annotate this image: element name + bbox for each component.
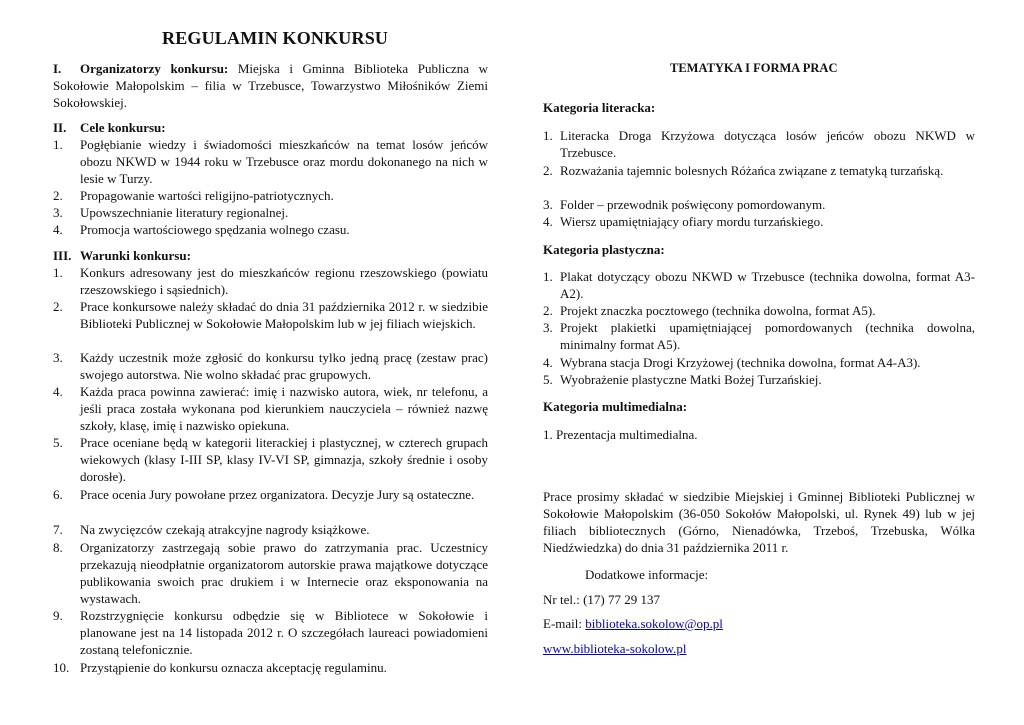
- item-number: 8.: [53, 540, 63, 555]
- item-number: 1.: [543, 128, 553, 143]
- item-number: 3.: [543, 197, 553, 212]
- item-text: Rozważania tajemnic bolesnych Różańca związane z tematyką turzańską.: [560, 163, 944, 178]
- item-text: Wybrana stacja Drogi Krzyżowej (technika dowolna, format A4-A3).: [560, 355, 921, 370]
- category-visual-heading: Kategoria plastyczna:: [543, 242, 665, 257]
- list-item: [53, 521, 488, 538]
- extra-info-label: Dodatkowe informacje:: [585, 567, 709, 582]
- list-item: [543, 213, 975, 230]
- item-text: Projekt plakietki upamiętniającej pomordowanych (technika dowolna, minimalny format A5).: [560, 320, 975, 352]
- item-number: 4.: [543, 355, 553, 370]
- item-number: 2.: [543, 303, 553, 318]
- list-item: [543, 319, 975, 353]
- item-number: 1.: [53, 137, 63, 152]
- item-text: Wiersz upamiętniający ofiary mordu turzańskiego.: [560, 214, 824, 229]
- item-text: Prace ocenia Jury powołane przez organizatora. Decyzje Jury są ostateczne.: [80, 487, 475, 502]
- list-item: [53, 539, 488, 607]
- item-text: Propagowanie wartości religijno-patriotycznych.: [80, 188, 334, 203]
- website-link[interactable]: www.biblioteka-sokolow.pl: [543, 641, 687, 656]
- section-organizers: [53, 60, 488, 111]
- item-text: Konkurs adresowany jest do mieszkańców regionu rzeszowskiego (powiatu rzeszowskiego i sąsiednich).: [80, 265, 488, 297]
- section-conditions-heading: [53, 247, 488, 264]
- list-item: [53, 264, 488, 298]
- item-text: Upowszechnianie literatury regionalnej.: [80, 205, 289, 220]
- section-goals-heading: [53, 119, 488, 136]
- list-item: [543, 354, 975, 371]
- item-text: Na zwycięzców czekają atrakcyjne nagrody książkowe.: [80, 522, 370, 537]
- item-number: 5.: [53, 435, 63, 450]
- item-number: 4.: [53, 384, 63, 399]
- item-number: 3.: [53, 350, 63, 365]
- item-text: Każda praca powinna zawierać: imię i nazwisko autora, wiek, nr telefonu, a jeśli praca została wykonana pod kierunkiem nauczyciela – również nazwę szkoły, klasę, imię i nazwisko opiekuna.: [80, 384, 488, 433]
- item-text: Organizatorzy zastrzegają sobie prawo do zatrzymania prac. Uczestnicy przekazują nieodpłatnie organizatorom autorskie prawa majątkowe dotyczące publikowania swoich prac drukiem i w Internecie oraz eksponowania na wystawach.: [80, 540, 488, 606]
- item-number: 3.: [53, 205, 63, 220]
- list-item: [53, 187, 488, 204]
- item-number: 1.: [53, 265, 63, 280]
- list-item: [53, 298, 488, 332]
- item-number: 6.: [53, 487, 63, 502]
- item-number: 1.: [543, 269, 553, 284]
- section-number: II.: [53, 120, 67, 135]
- list-item: [53, 659, 488, 676]
- phone-number: Nr tel.: (17) 77 29 137: [543, 592, 660, 607]
- item-number: 3.: [543, 320, 553, 335]
- item-text: Projekt znaczka pocztowego (technika dowolna, format A5).: [560, 303, 876, 318]
- item-text: Pogłębianie wiedzy i świadomości mieszkańców na temat losów jeńców obozu NKWD w 1944 roku w Trzebusce oraz mordu dokonanego na nich w lesie w Turzy.: [80, 137, 488, 186]
- list-item: [53, 221, 488, 238]
- list-item: [543, 196, 975, 213]
- list-item: [53, 486, 488, 503]
- item-number: 7.: [53, 522, 63, 537]
- email-link[interactable]: biblioteka.sokolow@op.pl: [585, 616, 723, 631]
- item-text: Każdy uczestnik może zgłosić do konkursu tylko jedną pracę (zestaw prac) swojego autorstwa. Nie wolno składać prac grupowych.: [80, 350, 488, 382]
- category-multimedia-heading: Kategoria multimedialna:: [543, 399, 688, 414]
- list-item: [543, 268, 975, 302]
- submission-paragraph: Prace prosimy składać w siedzibie Miejskiej i Gminnej Biblioteki Publicznej w Sokołowie Małopolskim (36-050 Sokołów Małopolski, ul. Rynek 49) lub w jej filiach bibliotecznych (Górno, Nienadówka, Trzeboś, Trzebuska, Wólka Niedźwiedzka) do dnia 31 października 2011 r.: [543, 489, 975, 555]
- item-text: Rozstrzygnięcie konkursu odbędzie się w Bibliotece w Sokołowie i planowane jest na 14 listopada 2012 r. O szczegółach laureaci powiadomieni zostaną telefonicznie.: [80, 608, 488, 657]
- section-number: I.: [53, 61, 62, 76]
- regulations-title: REGULAMIN KONKURSU: [162, 28, 389, 48]
- section-label: Cele konkursu:: [80, 120, 166, 135]
- item-number: 2.: [53, 299, 63, 314]
- list-item: [543, 127, 975, 161]
- list-item: [53, 383, 488, 434]
- section-label: Organizatorzy konkursu:: [80, 61, 229, 76]
- list-item: [543, 302, 975, 319]
- topics-title: TEMATYKA I FORMA PRAC: [670, 61, 838, 75]
- item-number: 2.: [53, 188, 63, 203]
- list-item: [543, 371, 975, 388]
- item-number: 2.: [543, 163, 553, 178]
- item-text: Promocja wartościowego spędzania wolnego czasu.: [80, 222, 350, 237]
- list-item: [53, 349, 488, 383]
- list-item: [53, 607, 488, 658]
- item-number: 4.: [543, 214, 553, 229]
- multimedia-item: 1. Prezentacja multimedialna.: [543, 427, 698, 442]
- item-text: Prace oceniane będą w kategorii literackiej i plastycznej, w czterech grupach wiekowych (klasy I-III SP, klasy IV-VI SP, gimnazja, szkoły średnie i osoby dorosłe).: [80, 435, 488, 484]
- list-item: [53, 204, 488, 221]
- item-text: Literacka Droga Krzyżowa dotycząca losów jeńców obozu NKWD w Trzebusce.: [560, 128, 975, 160]
- website-line: [543, 640, 686, 657]
- section-text: Miejska i Gminna Biblioteka Publiczna w Sokołowie Małopolskim – filia w Trzebusce, Towarzystwo Miłośników Ziemi Sokołowskiej.: [53, 61, 489, 110]
- section-label: Warunki konkursu:: [80, 248, 191, 263]
- list-item: [53, 136, 488, 187]
- item-text: Wyobrażenie plastyczne Matki Bożej Turzańskiej.: [560, 372, 822, 387]
- item-text: Plakat dotyczący obozu NKWD w Trzebusce (technika dowolna, format A3-A2).: [560, 269, 975, 301]
- email-line: [543, 615, 723, 632]
- item-number: 5.: [543, 372, 553, 387]
- item-number: 4.: [53, 222, 63, 237]
- section-number: III.: [53, 248, 72, 263]
- item-text: Prace konkursowe należy składać do dnia 31 października 2012 r. w siedzibie Biblioteki Publicznej w Sokołowie Małopolskim lub w jej filiach wiejskich.: [80, 299, 488, 331]
- list-item: [53, 434, 488, 485]
- category-literary-heading: Kategoria literacka:: [543, 100, 656, 115]
- item-number: 9.: [53, 608, 63, 623]
- item-text: Folder – przewodnik poświęcony pomordowanym.: [560, 197, 826, 212]
- email-label: E-mail:: [543, 616, 586, 631]
- item-text: Przystąpienie do konkursu oznacza akceptację regulaminu.: [80, 660, 387, 675]
- list-item: [543, 162, 975, 179]
- item-number: 10.: [53, 660, 70, 675]
